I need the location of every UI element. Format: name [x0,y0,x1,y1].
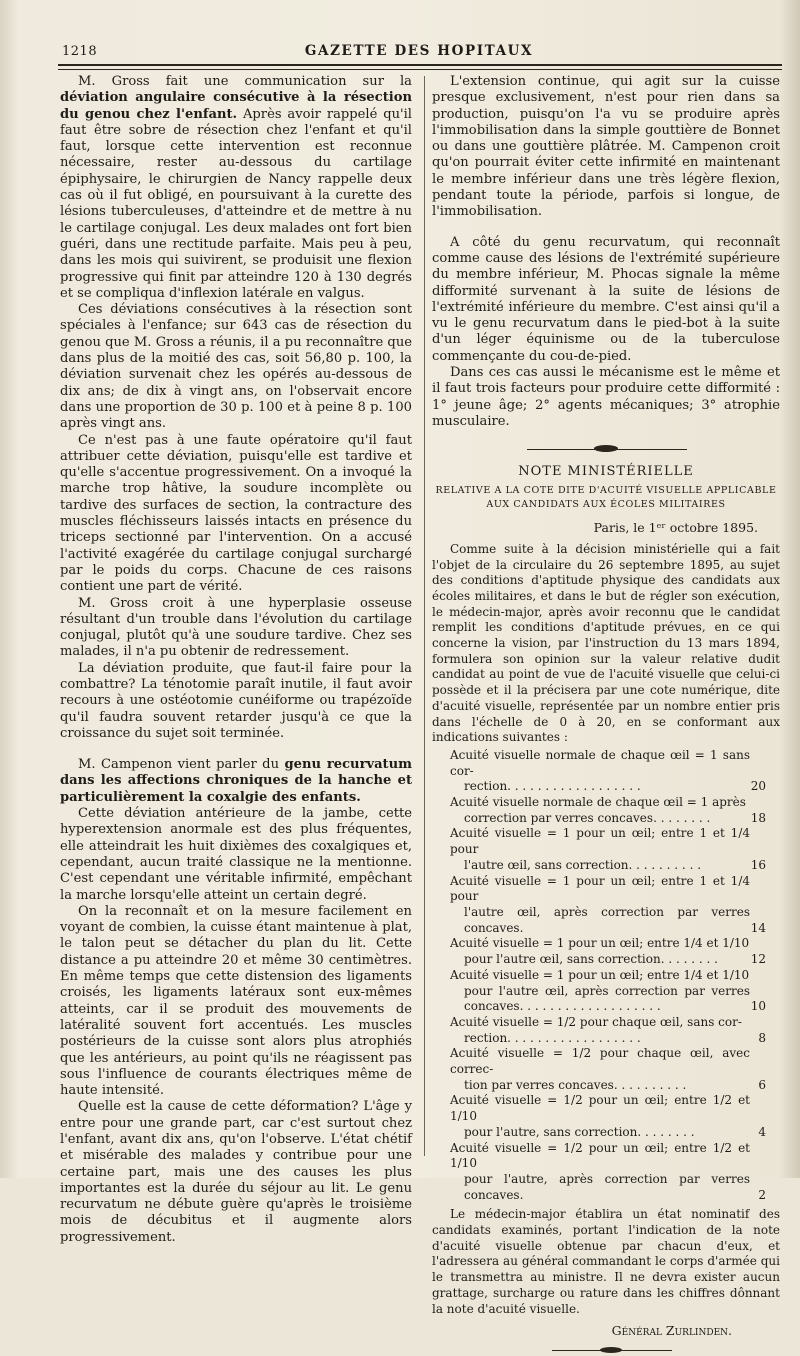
acuity-score: 20 [750,779,766,794]
acuity-row [450,1046,780,1093]
acuity-condition: Acuité visuelle = 1/2 pour chaque œil, avec correc- [450,1046,750,1077]
paragraph-rest: Après avoir rappelé qu'il faut être sobre de résection chez l'enfant et qu'il faut, lorsque cette intervention est reconnue nécessaire, rester au-dessous du cartilage épiphysaire, le chirurgien de Nancy rappelle deux cas où il fut obligé, en poursuivant à la curette des lésions tuberculeuses, d'atteindre et de mettre à nu le cartilage conjugal. Les deux malades ont fort bien guéri, dans une rectitude parfaite. Mais peu à peu, dans les mois qui suivirent, se produisit une flexion progressive qui finit par atteindre 120 à 130 degrés et se compliqua d'inflexion latérale en valgus. [60,106,412,301]
acuity-condition-cont: pour l'autre, après correction par verres concaves. [464,1171,750,1202]
acuity-condition-cont: pour l'autre œil, après correction par verres concaves. . . . . . . . . . . . . . . . . . . [464,983,750,1014]
paragraph-lead: M. Gross fait une communication sur la [78,74,412,89]
note-title: NOTE MINISTÉRIELLE [518,464,694,480]
footer-ornament [432,1346,780,1356]
section-ornament [432,444,780,454]
header-rule [58,64,782,66]
acuity-condition-cont: tion par verres concaves. . . . . . . . . . [464,1077,687,1092]
paragraph-topic: déviation angulaire consécutive à la résection du genou chez l'enfant. [60,90,412,122]
signature: Général Zurlinden. [611,1323,732,1339]
acuity-condition: Acuité visuelle = 1 pour un œil; entre 1 et 1/4 pour [450,873,750,904]
acuity-condition: Acuité visuelle normale de chaque œil = 1 après [450,795,746,810]
note-dateline: Paris, le 1ᵉʳ octobre 1895. [593,519,758,535]
acuity-score: 8 [758,1030,766,1045]
page-number: 1218 [62,44,98,59]
acuity-score: 10 [750,999,766,1014]
acuity-condition: Acuité visuelle = 1/2 pour un œil; entre 1/2 et 1/10 [450,1093,750,1124]
left-paragraph: Cette déviation antérieure de la jambe, cette hyperextension anormale est des plus fréquentes, elle atteindrait les huit dixièmes des coxalgiques et, cependant, aucun traité classique ne la mentionne. C'est cependant une véritable infirmité, empêchant la marche lorsqu'elle atteint un certain degré. [60,806,412,903]
acuity-score: 6 [758,1077,766,1092]
acuity-condition-cont: pour l'autre, sans correction. . . . . . . . [464,1124,695,1139]
acuity-condition: Acuité visuelle = 1 pour un œil; entre 1/4 et 1/10 [450,967,750,982]
acuity-condition: Acuité visuelle normale de chaque œil = 1 sans cor- [450,747,750,778]
acuity-row [450,826,780,873]
journal-title: GAZETTE DES HOPITAUX [304,43,534,59]
acuity-row [450,795,780,826]
header-rule-thin [58,69,782,70]
left-column [60,74,412,1246]
acuity-condition: Acuité visuelle = 1/2 pour un œil; entre 1/2 et 1/10 [450,1140,750,1171]
acuity-row [450,874,780,937]
note-intro: Comme suite à la décision ministérielle qui a fait l'objet de la circulaire du 26 septembre 1895, au sujet des conditions d'aptitude physique des candidats aux écoles militaires, et dans le but de régler son exécution, le médecin-major, après avoir reconnu que le candidat remplit les conditions d'aptitude prévues, en ce qui concerne la vision, par l'instruction du 13 mars 1894, formulera son opinion sur la valeur relative dudit candidat au point de vue de l'acuité visuelle que celui-ci possède et il la précisera par une cote numérique, dite d'acuité visuelle, représentée par un nombre entier pris dans l'échelle de 0 à 20, en se conformant aux indications suivantes : [432,541,780,745]
acuity-condition-cont: l'autre œil, après correction par verres concaves. [464,905,750,935]
note-closing: Le médecin-major établira un état nominatif des candidats examinés, portant l'indication de la note d'acuité visuelle obtenue par chacun d'eux, et l'adressera au général commandant le corps d'armée qui le transmettra au ministre. Il ne devra exister aucun grattage, surcharge ou rature dans les chiffres dônnant la note d'acuité visuelle. [432,1207,780,1316]
right-paragraph: A côté du genu recurvatum, qui reconnaît comme cause des lésions de l'extrémité supérieure du membre inférieur, M. Phocas signale la même difformité survenant à la suite de lésions de l'extrémité inférieure du membre. C'est ainsi qu'il a vu le genu recurvatum dans le pied-bot à la suite d'un léger équinisme ou de la tuberculose commençante du cou-de-pied. [432,234,780,364]
acuity-score: 16 [750,857,766,872]
acuity-table [450,748,780,1203]
left-paragraph: Ce n'est pas à une faute opératoire qu'il faut attribuer cette déviation, puisqu'elle est tardive et qu'elle s'accentue progressivement. On a invoqué la marche trop hâtive, la soudure incomplète ou tardive des surfaces de section, la contracture des muscles fléchisseurs laissés intacts en présence du triceps sectionné par l'intervention. On a accusé l'activité exagérée du cartilage conjugal surchargé par le poids du corps. Chacune de ces raisons contient une part de vérité. [60,432,412,595]
acuity-condition-cont: pour l'autre œil, sans correction. . . . . . . . [464,952,718,967]
left-paragraph: Quelle est la cause de cette déformation? L'âge y entre pour une grande part, car c'est surtout chez l'enfant, avant dix ans, qu'on l'observe. L'état chétif et misérable des malades y contribue pour une certaine part, mais une des causes les plus importantes est la durée du séjour au lit. Le genu recurvatum ne débute guère qu'après le troisième mois de décubitus et il augmente alors progressivement. [60,1099,412,1245]
acuity-condition-cont: rection. . . . . . . . . . . . . . . . . . [464,1030,641,1045]
right-column-articles [432,74,780,430]
right-paragraph: Dans ces cas aussi le mécanisme est le même et il faut trois facteurs pour produire cette difformité : 1° jeune âge; 2° agents mécaniques; 3° atrophie musculaire. [432,365,780,429]
paragraph-topic: genu recurvatum dans les affections chroniques de la hanche et particulièrement la coxalgie des enfants. [60,757,412,805]
acuity-row [450,1015,780,1046]
acuity-score: 14 [750,920,766,935]
acuity-score: 18 [750,810,766,825]
acuity-condition: Acuité visuelle = 1 pour un œil; entre 1 et 1/4 pour [450,826,750,857]
left-paragraph: M. Gross croit à une hyperplasie osseuse résultant d'un trouble dans l'évolution du cartilage conjugal, plutôt qu'à une soudure tardive. Chez ses malades, il n'a pu obtenir de redressement. [60,595,412,660]
acuity-condition-cont: rection. . . . . . . . . . . . . . . . . . [464,779,641,794]
page-header [58,42,780,64]
left-paragraph: La déviation produite, que faut-il faire pour la combattre? La ténotomie paraît inutile, il faut avoir recours à une ostéotomie cunéiforme ou trapézoïde qu'il faudra souvent retarder jusqu'à ce que la croissance du sujet soit terminée. [60,660,412,741]
acuity-row [450,1141,780,1204]
note-subtitle: RELATIVE A LA COTE DITE D'ACUITÉ VISUELLE APPLICABLE AUX CANDIDATS AUX ÉCOLES MILITAIRES [435,484,777,510]
left-paragraph [60,74,412,302]
left-paragraph: On la reconnaît et on la mesure facilement en voyant de combien, la cuisse étant maintenue à plat, le talon peut se détacher du plan du lit. Cette distance a pu atteindre 20 et même 30 centimètres. En même temps que cette distension des ligaments croisés, les ligaments latéraux sont eux-mêmes atteints, car il se produit des mouvements de latéralité souvent fort accentués. Les muscles postérieurs de la cuisse sont alors plus atrophiés que les antérieurs, au point qu'ils ne réagissent pas sous l'influence de courants électriques même de haute intensité. [60,903,412,1099]
acuity-row [450,1093,780,1140]
acuity-condition-cont: l'autre œil, sans correction. . . . . . . . . . [464,857,702,872]
left-paragraph [60,757,412,806]
acuity-row [450,968,780,1015]
acuity-condition: Acuité visuelle = 1 pour un œil; entre 1/4 et 1/10 [450,936,750,951]
acuity-score: 4 [758,1124,766,1139]
acuity-score: 12 [750,952,766,967]
left-paragraph: Ces déviations consécutives à la résection sont spéciales à l'enfance; sur 643 cas de résection du genou que M. Gross a réunis, il a pu reconnaître que dans plus de la moitié des cas, soit 56,80 p. 100, la déviation survenait chez les opérés au-dessous de dix ans; de dix à vingt ans, on l'observait encore dans une proportion de 30 p. 100 et à peine 8 p. 100 après vingt ans. [60,302,412,432]
acuity-row [450,936,780,967]
column-divider [424,76,425,1156]
acuity-score: 2 [758,1187,766,1202]
right-column [432,74,780,1356]
acuity-condition-cont: correction par verres concaves. . . . . . . . [464,810,711,825]
acuity-condition: Acuité visuelle = 1/2 pour chaque œil, sans cor- [450,1014,742,1029]
right-paragraph: L'extension continue, qui agit sur la cuisse presque exclusivement, n'est pour rien dans sa production, puisqu'on l'a vu se produire après l'immobilisation dans la simple gouttière de Bonnet ou dans une gouttière plâtrée. M. Campenon croit qu'on pourrait éviter cette infirmité en maintenant le membre inférieur dans une très légère flexion, pendant toute la période, parfois si longue, de l'immobilisation. [432,74,780,220]
paragraph-lead: M. Campenon vient parler du [78,757,285,773]
acuity-row [450,748,780,795]
